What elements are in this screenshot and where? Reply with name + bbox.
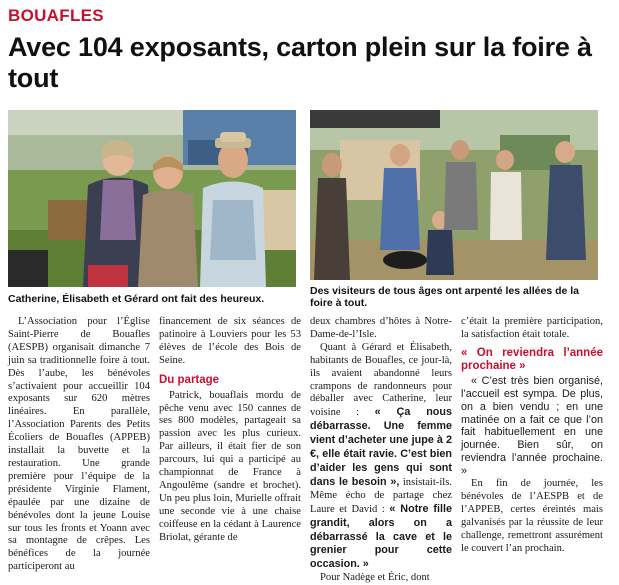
paragraph: deux chambres d’hôtes à Notre-Dame-de-l’Isle. bbox=[310, 316, 452, 340]
photo-trio bbox=[8, 110, 296, 287]
quote-paragraph: « C’est très bien organisé, l’accueil est sympa. De plus, on a bien vendu ; en une matinée on a fait ce que l’on fait habituellement en une journée. Bien sûr, on reviendra l’année prochaine. » bbox=[461, 374, 603, 478]
paragraph-quotes bbox=[310, 342, 452, 572]
photo-visitors-caption: Des visiteurs de tous âges ont arpenté les allées de la foire à tout. bbox=[310, 285, 580, 309]
article-column-3 bbox=[310, 316, 452, 585]
article-column-2 bbox=[159, 316, 301, 545]
paragraph: c’était la première participation, la satisfaction était totale. bbox=[461, 316, 603, 340]
section-kicker: BOUAFLES bbox=[8, 6, 104, 25]
article-headline: Avec 104 exposants, carton plein sur la foire à tout bbox=[8, 32, 592, 93]
text-span: Quant à Gérard et Élisabeth, habitants de Bouafles, ce jour-là, ils avaient abandonné leurs crampons de randonneurs pour déballer avec Catherine, leur voisine : bbox=[310, 341, 452, 419]
photo-trio-caption: Catherine, Élisabeth et Gérard ont fait des heureux. bbox=[8, 293, 265, 305]
photo-visitors bbox=[310, 110, 598, 280]
article-column-1 bbox=[8, 316, 150, 574]
subheading-partage: Du partage bbox=[159, 373, 220, 386]
article-column-4 bbox=[461, 316, 603, 556]
paragraph: Pour Nadège et Éric, dont bbox=[320, 572, 430, 584]
quote-bold: « Notre fille grandit, alors on a débarrassé la cave et le grenier pour cette occasion. » bbox=[310, 502, 452, 571]
paragraph: L’Association pour l’Église Saint-Pierre de Bouafles (AESPB) organisait dimanche 7 juin sa traditionnelle foire à tout. Dès l’aube, les bénévoles s’activaient pour accueillir 104 exposants sur 620 mètres linéaires. En parallèle, l’Association Parents des Petits Écoliers de Bouafles (APPEB) installait la buvette et la restauration. Une grande première pour l’équipe de la présidente Virginie Flament, épaulée par une dizaine de bénévoles dont la jeune Louise sur tous les fronts et Yoann avec sa montagne de crêpes. Les bénéfices de la journée participeront au bbox=[8, 316, 150, 573]
paragraph: financement de six séances de patinoire à Louviers pour les 53 élèves de l’école des Bois de Seine. bbox=[159, 316, 301, 366]
subheading-reviendra: « On reviendra l’année prochaine » bbox=[461, 346, 603, 372]
quote-bold: « Ça nous débarrasse. Une femme vient d’acheter une jupe à 2 €, elle était ravie. C’est bien d’aider les gens qui sont dans le besoin », bbox=[310, 406, 452, 488]
text-span: insistait-ils. Même écho de partage chez Laure et David : bbox=[310, 476, 452, 515]
paragraph: Patrick, bouaflais mordu de pêche venu avec 150 cannes de ses 800 modèles, partageait sa passion avec les plus curieux. Par ailleurs, il était fier de son parcours, lui qui a participé au championnat de France à Angoulême (sandre et brochet). Un peu plus loin, Murielle offrait une seconde vie à une chaise coiffeuse en la cédant à Laurence Briolat, gérante de bbox=[159, 389, 301, 543]
paragraph: En fin de journée, les bénévoles de l’AESPB et de l’APPEB, certes éreintés mais galvanisés par la réussite de leur challenge, remettront assurément le couvert l’an prochain. bbox=[461, 478, 603, 554]
